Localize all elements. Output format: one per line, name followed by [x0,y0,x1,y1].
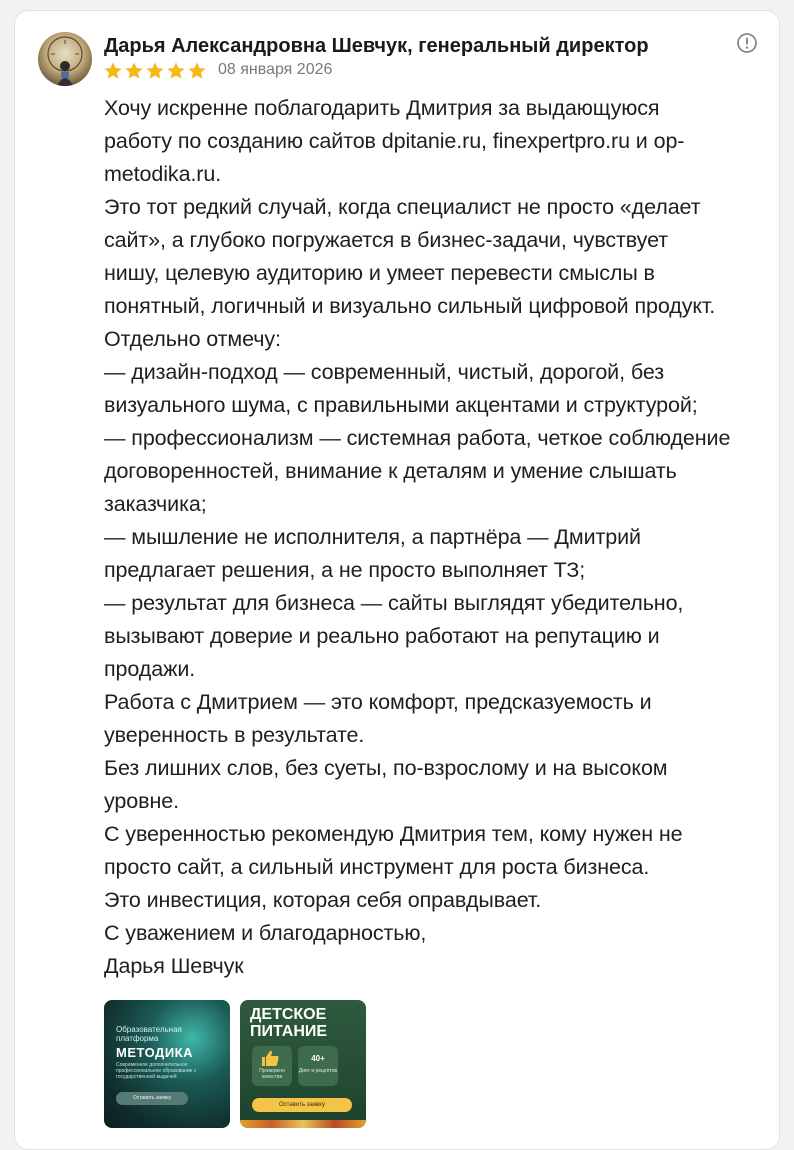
author-name[interactable]: Дарья Александровна Шевчук, генеральный директор [104,35,649,57]
photo-button-label: Оставить заявку [252,1098,352,1112]
review-text-line: Без лишних слов, без суеты, по-взрослому и на высоком [104,756,668,780]
photo-feature-label: Проверено качества [259,1068,285,1080]
star-icon [103,61,123,81]
photo-feature-box [298,1046,338,1086]
review-text-line: вызывают доверие и реально работают на репутацию и [104,624,660,648]
review-text-line: — результат для бизнеса — сайты выглядят убедительно, [104,591,684,615]
photo-title-line-1: ДЕТСКОЕ [250,1006,327,1023]
thumbs-up-icon [252,1046,292,1070]
review-text-line: понятный, логичный и визуально сильный цифровой продукт. [104,294,716,318]
review-text-line: сайт», а глубоко погружается в бизнес-задачи, чувствует [104,228,668,252]
review-text-line: Работа с Дмитрием — это комфорт, предсказуемость и [104,690,652,714]
star-icon [166,61,186,81]
photo-thumbnail-dpitanie[interactable] [240,1000,366,1128]
photo-title [250,1006,327,1040]
review-text-line: — профессионализм — системная работа, четкое соблюдение [104,426,731,450]
photo-thumbnail-metodika[interactable] [104,1000,230,1128]
photo-small-text: Образовательная платформа [116,1025,182,1043]
photo-feature-label: Диет и рецептов [298,1068,338,1074]
review-text-line: визуального шума, с правильными акцентами и структурой; [104,393,698,417]
review-text-line: Хочу искренне поблагодарить Дмитрия за выдающуюся [104,96,660,120]
review-text [104,92,764,983]
review-text-line: metodika.ru. [104,162,222,186]
review-text-line: — мышление не исполнителя, а партнёра — Дмитрий [104,525,641,549]
review-text-line: предлагает решения, а не просто выполняет ТЗ; [104,558,586,582]
review-text-line: — дизайн-подход — современный, чистый, дорогой, без [104,360,664,384]
review-text-line: заказчика; [104,492,207,516]
review-text-line: просто сайт, а сильный инструмент для роста бизнеса. [104,855,650,879]
review-text-line: работу по созданию сайтов dpitanie.ru, finexpertpro.ru и op- [104,129,685,153]
star-icon [187,61,207,81]
info-circle-icon[interactable] [736,32,758,54]
review-text-line: уверенность в результате. [104,723,365,747]
review-text-line: продажи. [104,657,196,681]
photo-button-label: Оставить заявку [116,1092,188,1105]
photo-feature-number: 40+ [311,1054,325,1063]
photo-gallery [104,1000,366,1128]
photo-title: МЕТОДИКА [116,1045,193,1060]
star-icon [124,61,144,81]
review-text-line: уровне. [104,789,179,813]
photo-feature-box [252,1046,292,1086]
photo-title-line-2: ПИТАНИЕ [250,1023,328,1040]
review-text-line: договоренностей, внимание к деталям и умение слышать [104,459,677,483]
photo-subtitle: Современное дополнительное профессиональное образование с государственной выдачей [116,1062,197,1080]
review-text-line: Дарья Шевчук [104,954,244,978]
review-date: 08 января 2026 [218,61,333,78]
avatar[interactable] [38,32,92,86]
review-text-line: Отдельно отмечу: [104,327,281,351]
review-text-line: Это тот редкий случай, когда специалист не просто «делает [104,195,701,219]
rating-stars [103,61,207,81]
review-text-line: нишу, целевую аудиторию и умеет перевести смыслы в [104,261,655,285]
review-text-line: С уважением и благодарностью, [104,921,427,945]
review-text-line: С уверенностью рекомендую Дмитрия тем, кому нужен не [104,822,683,846]
star-icon [145,61,165,81]
photo-food-strip [240,1120,366,1128]
review-text-line: Это инвестиция, которая себя оправдывает. [104,888,542,912]
